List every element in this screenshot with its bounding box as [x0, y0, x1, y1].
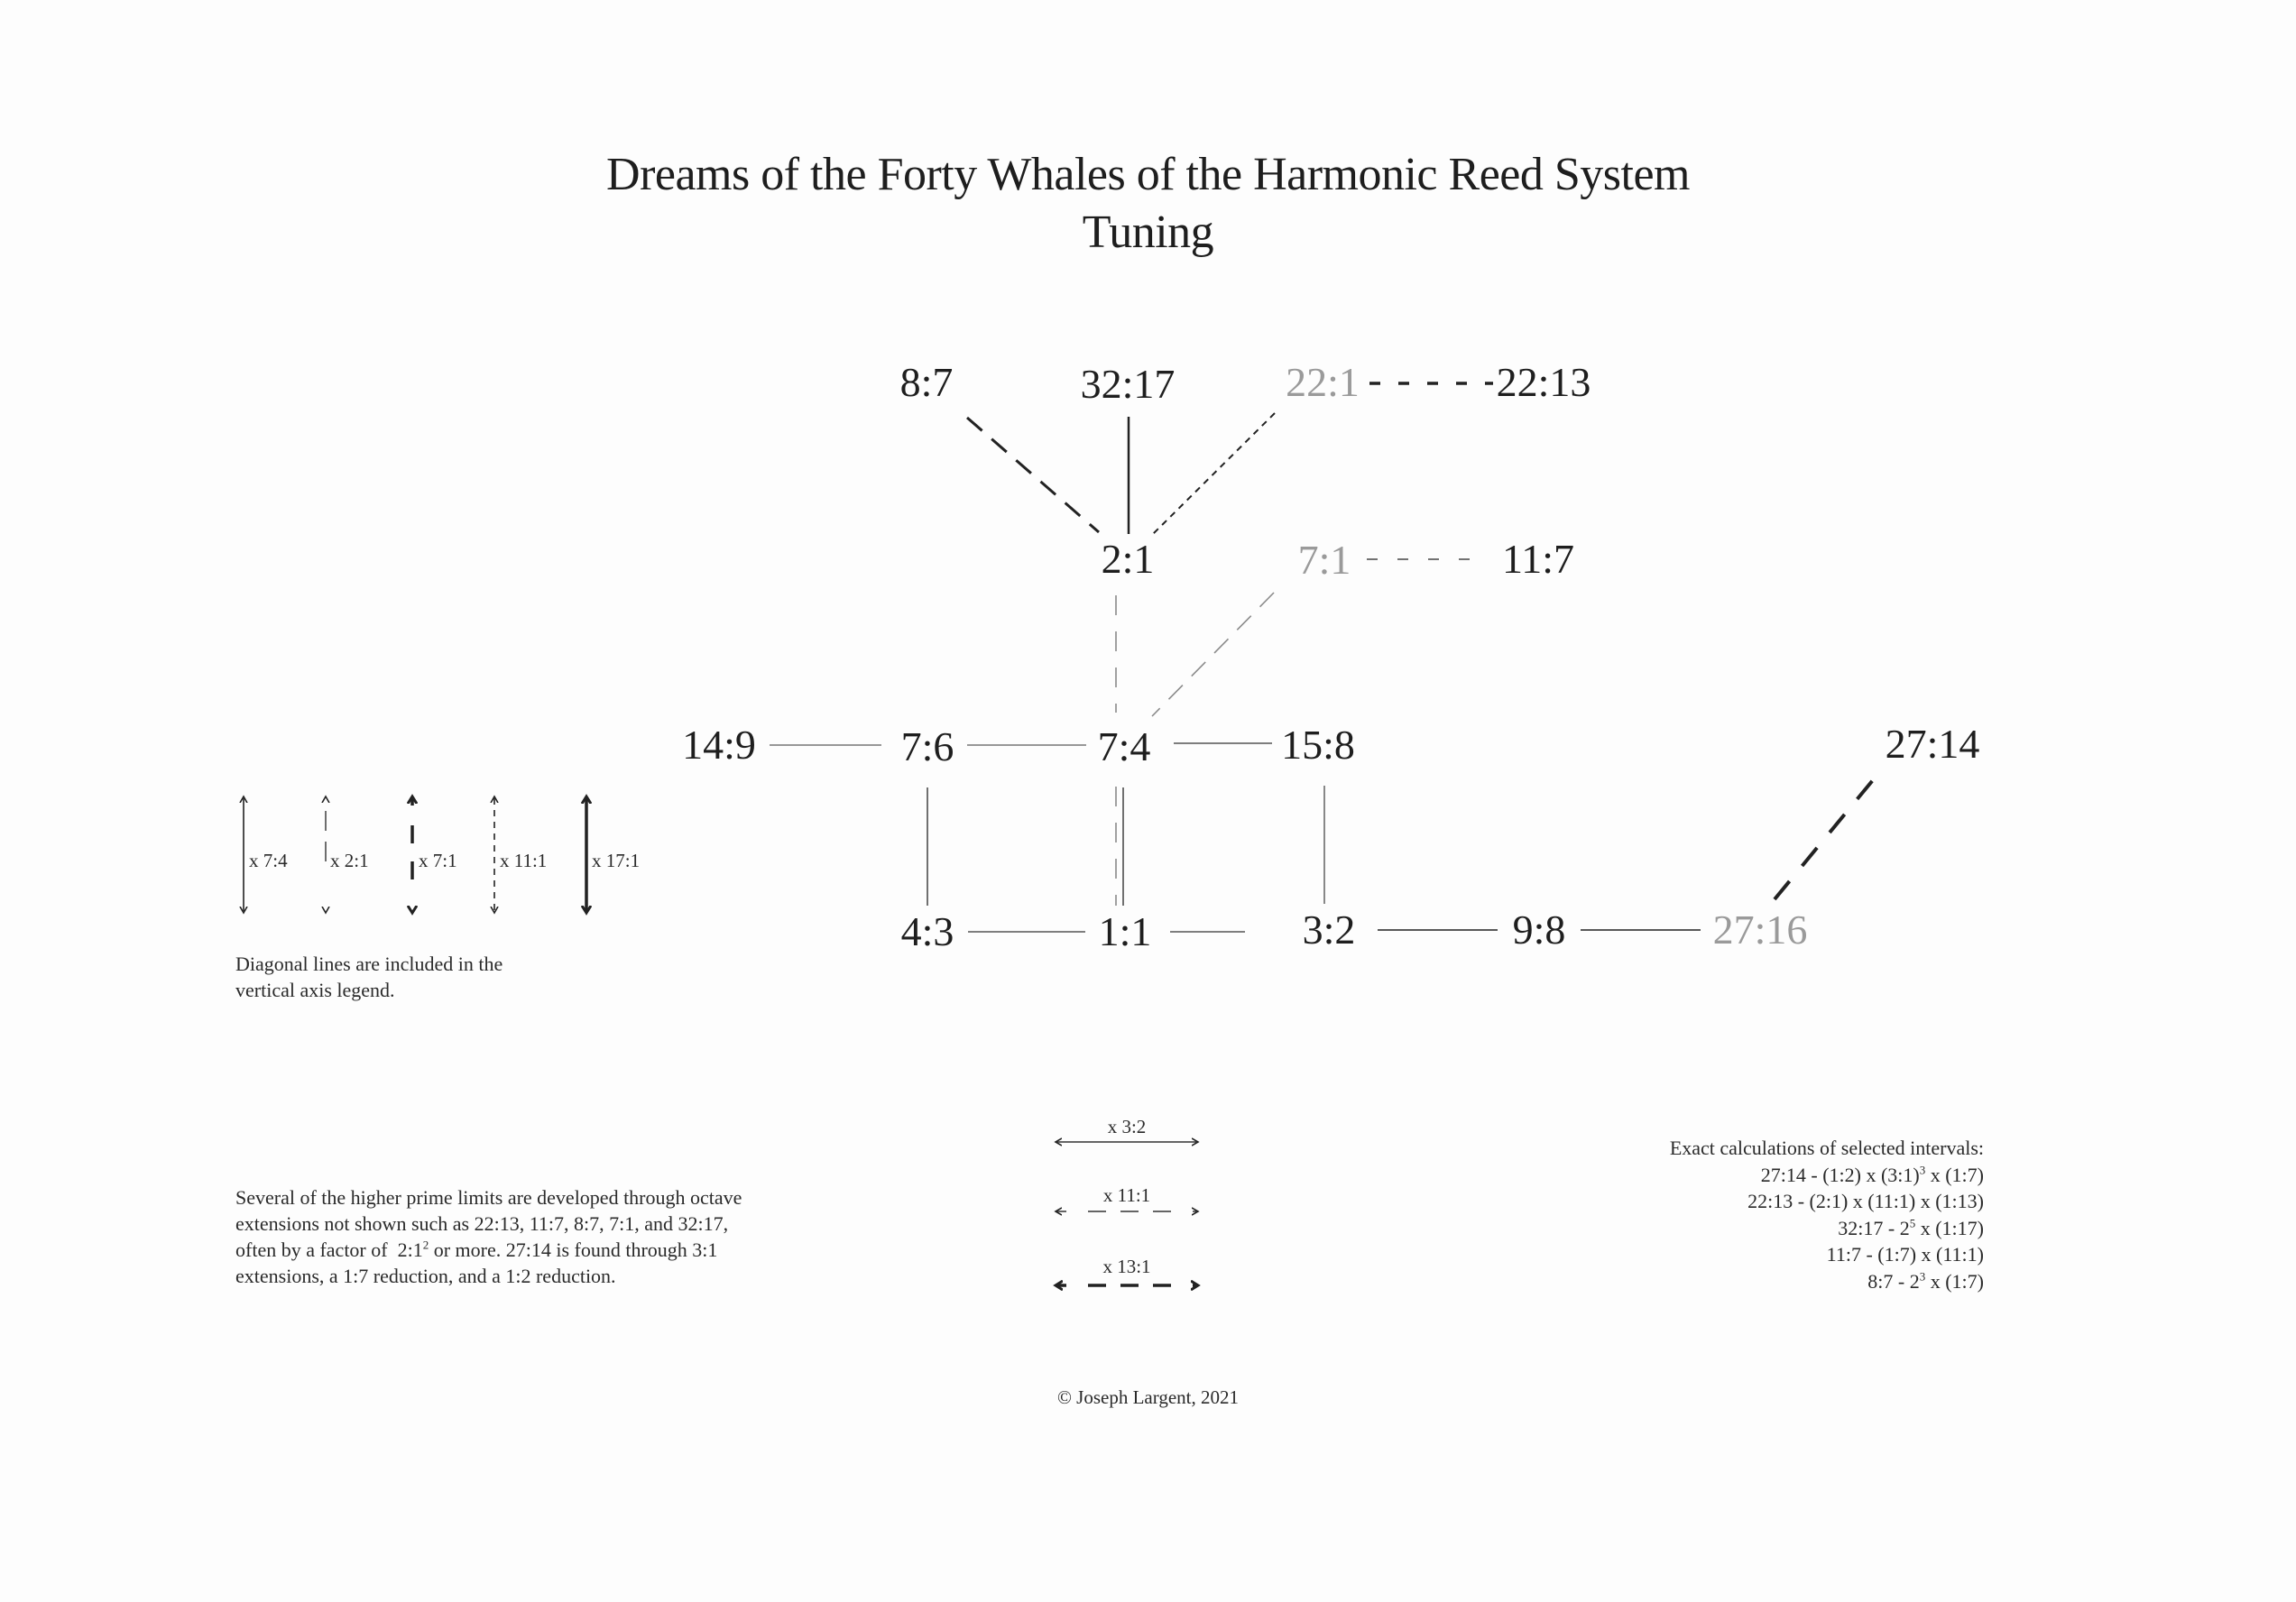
calc-text: x (1:7) — [1925, 1269, 1984, 1293]
calc-text: 8:7 - 2 — [1867, 1269, 1920, 1293]
calc-text: 27:14 - (1:2) x (3:1) — [1760, 1163, 1920, 1186]
node-8-7: 8:7 — [899, 359, 954, 405]
calc-row — [1670, 1215, 1984, 1242]
calc-heading: Exact calculations of selected intervals: — [1669, 1137, 1984, 1159]
calc-sup: 3 — [1919, 1269, 1926, 1284]
note-line3-b: or more. 27:14 is found through 3:1 — [429, 1238, 718, 1261]
calc-sup: 5 — [1909, 1216, 1916, 1230]
node-22-13: 22:13 — [1496, 359, 1591, 405]
node-4-3: 4:3 — [900, 908, 954, 954]
legend-label-h-11-1: x 11:1 — [1102, 1184, 1151, 1206]
legend-label-7-4: x 7:4 — [249, 850, 288, 871]
octave-extensions-note — [235, 1184, 742, 1289]
note-line3 — [235, 1237, 742, 1263]
legend-note — [235, 951, 503, 1003]
node-27-16: 27:16 — [1712, 907, 1808, 953]
copyright: © Joseph Largent, 2021 — [1056, 1386, 1240, 1408]
note-line2: extensions not shown such as 22:13, 11:7, 8:7, 7:1, and 32:17, — [235, 1212, 729, 1235]
node-7-6: 7:6 — [900, 723, 954, 769]
calc-row — [1670, 1268, 1984, 1295]
diagram-title-line2: Tuning — [1082, 207, 1214, 258]
node-22-1: 22:1 — [1286, 359, 1360, 405]
legend-label-h-3-2: x 3:2 — [1107, 1116, 1147, 1137]
diagram-title-line1: Dreams of the Forty Whales of the Harmonic Reed System — [606, 149, 1690, 200]
note-line3-a: often by a factor of 2:1 — [235, 1238, 423, 1261]
node-9-8: 9:8 — [1512, 907, 1566, 953]
legend-label-7-1: x 7:1 — [419, 850, 457, 871]
note-line3-sup: 2 — [422, 1238, 429, 1252]
node-7-4: 7:4 — [1097, 723, 1151, 769]
calc-text: 22:13 - (2:1) x (11:1) x (1:13) — [1747, 1190, 1984, 1212]
edge-7-1-to-7-4 — [1152, 593, 1274, 716]
legend-label-2-1: x 2:1 — [330, 850, 369, 871]
edge-22-1-to-2-1 — [1153, 413, 1275, 534]
note-line4: extensions, a 1:7 reduction, and a 1:2 reduction. — [235, 1265, 616, 1287]
note-line1: Several of the higher prime limits are developed through octave — [235, 1186, 742, 1209]
node-15-8: 15:8 — [1281, 722, 1355, 768]
calc-row — [1670, 1188, 1984, 1215]
node-27-14: 27:14 — [1885, 721, 1980, 767]
node-7-1: 7:1 — [1297, 537, 1351, 583]
legend-label-h-13-1: x 13:1 — [1102, 1256, 1151, 1277]
calc-sup: 3 — [1919, 1163, 1926, 1177]
legend-label-11-1: x 11:1 — [500, 850, 548, 871]
node-11-7: 11:7 — [1501, 536, 1575, 582]
node-3-2: 3:2 — [1302, 907, 1356, 953]
calc-text: x (1:17) — [1915, 1216, 1984, 1239]
node-32-17: 32:17 — [1080, 361, 1176, 407]
exact-calculations — [1670, 1135, 1984, 1294]
legend-note-line1: Diagonal lines are included in the — [235, 953, 503, 975]
calc-text: 11:7 - (1:7) x (11:1) — [1826, 1243, 1984, 1266]
node-2-1: 2:1 — [1101, 536, 1155, 582]
edge-8-7-to-2-1 — [967, 418, 1099, 532]
legend-label-17-1: x 17:1 — [592, 850, 641, 871]
calc-text: x (1:7) — [1925, 1163, 1984, 1186]
legend-note-line2: vertical axis legend. — [235, 979, 395, 1001]
node-14-9: 14:9 — [682, 722, 756, 768]
edge-27-16-to-27-14 — [1775, 776, 1876, 899]
calc-row — [1670, 1241, 1984, 1268]
node-1-1: 1:1 — [1098, 908, 1152, 954]
calc-text: 32:17 - 2 — [1838, 1216, 1910, 1239]
calc-row — [1670, 1162, 1984, 1189]
